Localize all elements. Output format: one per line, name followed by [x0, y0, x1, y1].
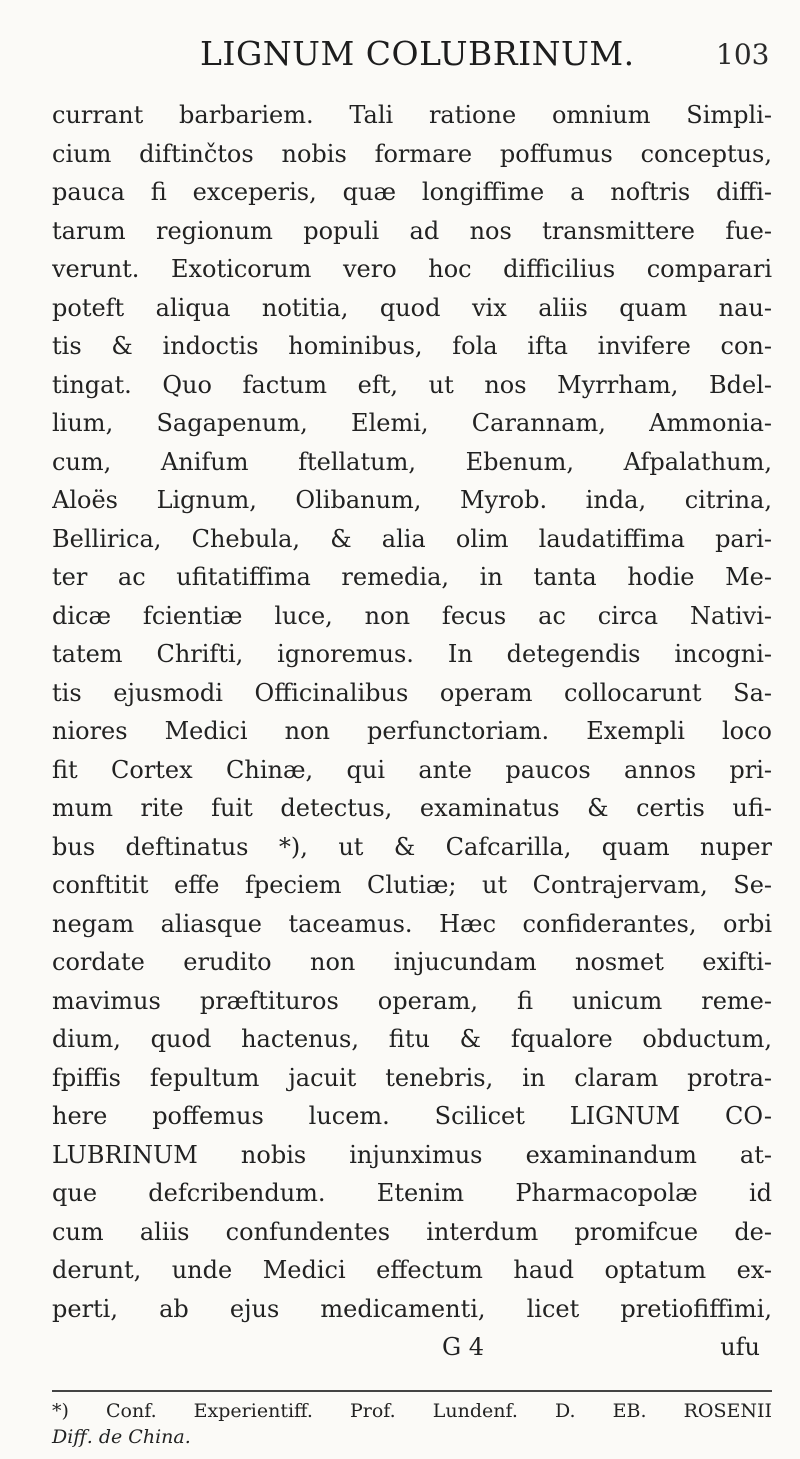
page-number: 103: [716, 38, 770, 71]
running-head: [0, 30, 800, 90]
running-title: LIGNUM COLUBRINUM.: [200, 34, 635, 73]
text-line: lium, Sagapenum, Elemi, Carannam, Ammonia-: [52, 409, 772, 437]
text-line: fit Cortex Chinæ, qui ante paucos annos pri-: [52, 755, 772, 784]
footnote: [52, 1398, 772, 1450]
text-line: verunt. Exoticorum vero hoc difficilius comparari: [52, 255, 772, 283]
text-line: Aloës Lignum, Olibanum, Myrob. inda, citrina,: [52, 486, 772, 514]
text-line: tingat. Quo factum eft, ut nos Myrrham, Bdel-: [52, 370, 772, 399]
text-line: dicæ fcientiæ luce, non fecus ac circa Nativi-: [52, 601, 772, 630]
text-line: cordate erudito non injucundam nosmet exifti-: [52, 948, 772, 976]
signature-line: [52, 1328, 772, 1367]
text-line: perti, ab ejus medicamenti, licet pretiofiffimi,: [52, 1294, 772, 1323]
text-line: tarum regionum populi ad nos transmittere fue-: [52, 216, 772, 245]
text-line: cum, Anifum ftellatum, Ebenum, Afpalathum,: [52, 447, 772, 476]
text-line: currant barbariem. Tali ratione omnium Simpli-: [52, 101, 772, 129]
text-line: tatem Chrifti, ignoremus. In detegendis incogni-: [52, 640, 772, 668]
text-line: pauca fi exceperis, quæ longiffime a noftris diffi-: [52, 178, 772, 206]
text-line: Bellirica, Chebula, & alia olim laudatiffima pari-: [52, 524, 772, 553]
text-line: mavimus præftituros operam, fi unicum reme-: [52, 986, 772, 1015]
body-text: [52, 96, 772, 1367]
text-line: tis & indoctis hominibus, fola ifta invifere con-: [52, 332, 772, 360]
footnote-rule: [52, 1390, 772, 1392]
signature-mark: G 4: [442, 1333, 485, 1361]
text-line: niores Medici non perfunctoriam. Exempli loco: [52, 717, 772, 745]
text-line: conftitit effe fpeciem Clutiæ; ut Contrajervam, Se-: [52, 871, 772, 899]
text-line: fpiffis fepultum jacuit tenebris, in claram protra-: [52, 1063, 772, 1092]
text-line: here poffemus lucem. Scilicet LIGNUM CO-: [52, 1102, 772, 1130]
catchword: ufu: [720, 1333, 760, 1361]
text-line: que defcribendum. Etenim Pharmacopolæ id: [52, 1179, 772, 1207]
footnote-line-2: Diff. de China.: [52, 1426, 191, 1448]
text-line: LUBRINUM nobis injunximus examinandum at-: [52, 1140, 772, 1169]
text-line: mum rite fuit detectus, examinatus & certis ufi-: [52, 794, 772, 822]
text-line: bus deftinatus *), ut & Cafcarilla, quam nuper: [52, 832, 772, 861]
text-line: derunt, unde Medici effectum haud optatum ex-: [52, 1256, 772, 1284]
text-line: dium, quod hactenus, fitu & fqualore obductum,: [52, 1025, 772, 1053]
text-line: cum aliis confundentes interdum promifcue de-: [52, 1217, 772, 1246]
text-line: cium diftinčtos nobis formare poffumus conceptus,: [52, 139, 772, 168]
text-line: poteft aliqua notitia, quod vix aliis quam nau-: [52, 293, 772, 322]
text-line: negam aliasque taceamus. Hæc confiderantes, orbi: [52, 909, 772, 938]
text-line: ter ac ufitatiffima remedia, in tanta hodie Me-: [52, 563, 772, 591]
text-line: tis ejusmodi Officinalibus operam collocarunt Sa-: [52, 678, 772, 707]
footnote-line-1: *) Conf. Experientiff. Prof. Lundenf. D. EB. ROSENII: [52, 1400, 772, 1422]
